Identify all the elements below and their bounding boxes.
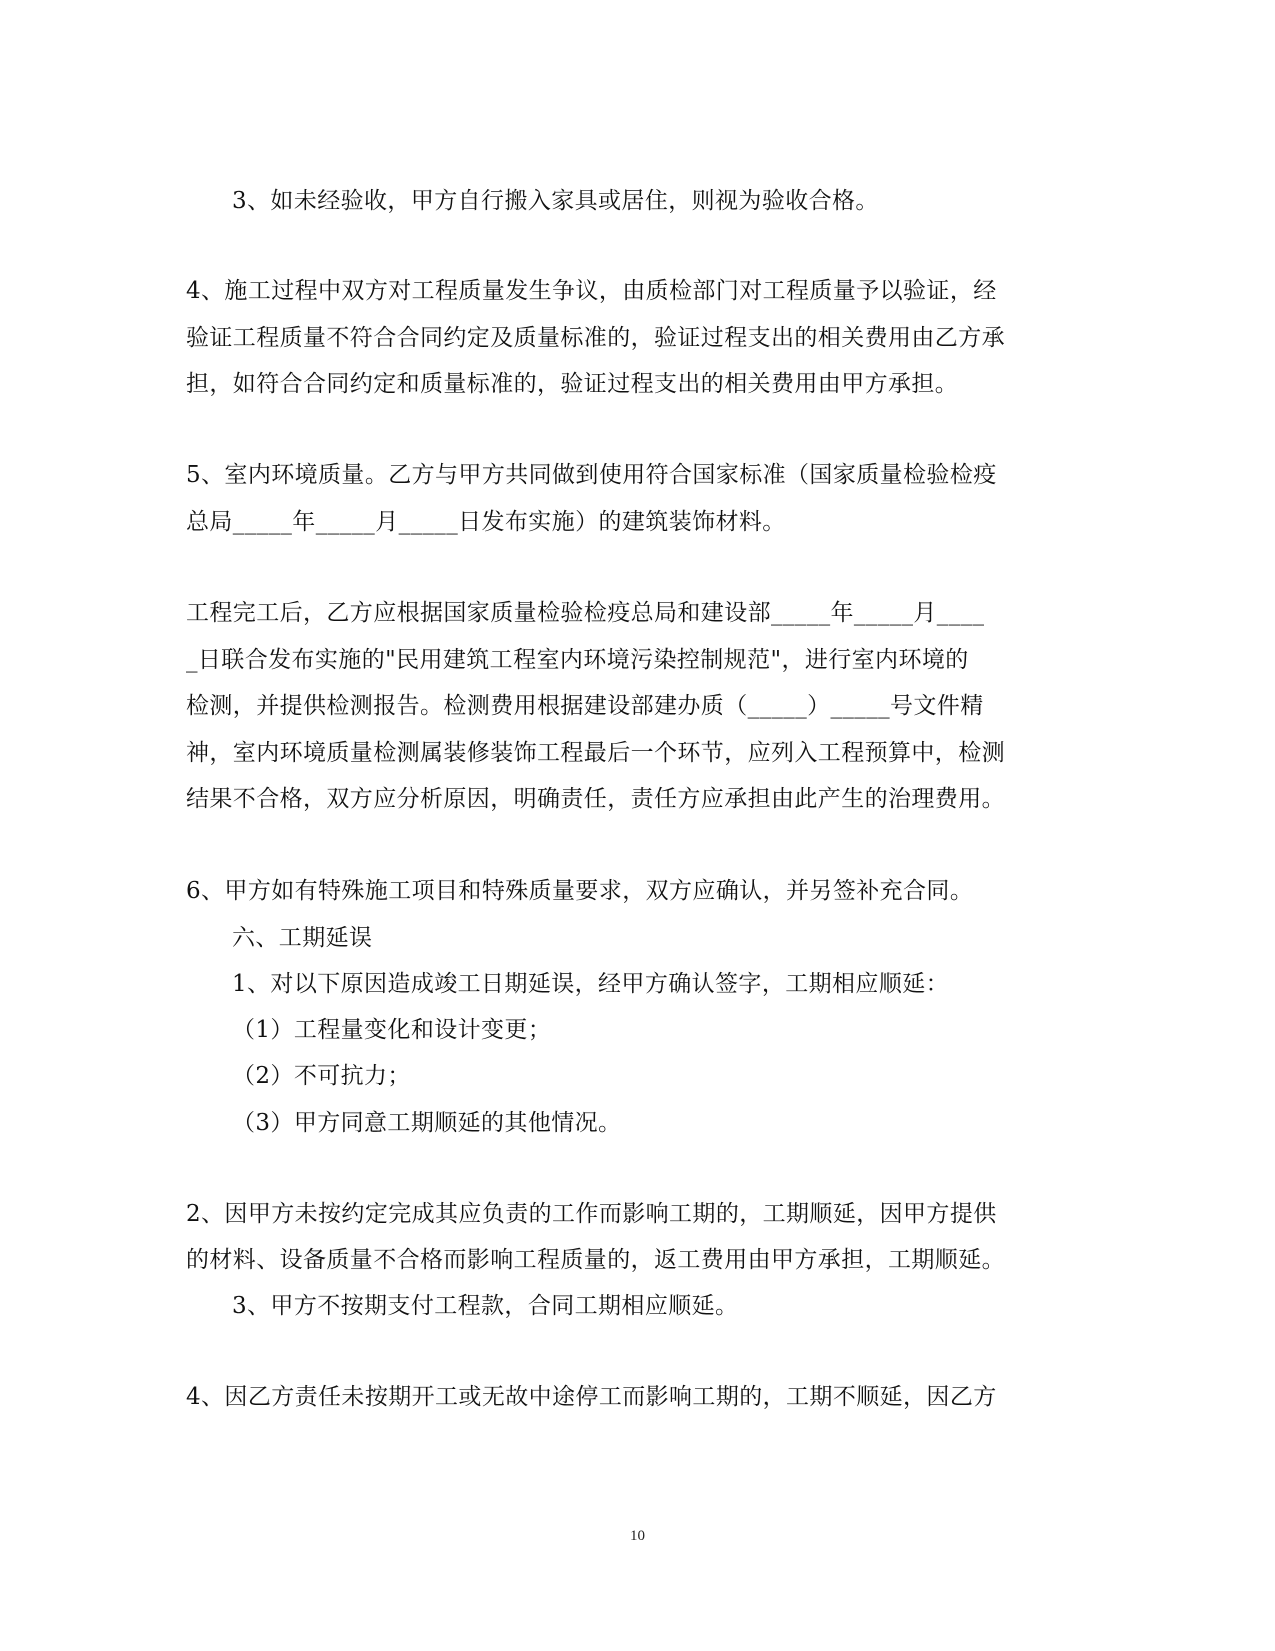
completion-paragraph-line-2: _日联合发布实施的"民用建筑工程室内环境污染控制规范"，进行室内环境的 xyxy=(186,647,969,673)
completion-paragraph-line-1: 工程完工后，乙方应根据国家质量检验检疫总局和建设部_____年_____月____ xyxy=(186,600,985,626)
clause-5-line-2: 总局_____年_____月_____日发布实施）的建筑装饰材料。 xyxy=(186,509,786,535)
completion-paragraph-line-5: 结果不合格，双方应分析原因，明确责任，责任方应承担由此产生的治理费用。 xyxy=(186,786,1005,812)
delay-clause-4-line-1: 4、因乙方责任未按期开工或无故中途停工而影响工期的，工期不顺延，因乙方 xyxy=(186,1384,997,1410)
page-number: 10 xyxy=(630,1528,645,1544)
section-6-heading: 六、工期延误 xyxy=(232,925,373,951)
delay-clause-2-line-2: 的材料、设备质量不合格而影响工程质量的，返工费用由甲方承担，工期顺延。 xyxy=(186,1247,1005,1273)
clause-4-line-1: 4、施工过程中双方对工程质量发生争议，由质检部门对工程质量予以验证，经 xyxy=(186,278,997,304)
delay-clause-3: 3、甲方不按期支付工程款，合同工期相应顺延。 xyxy=(232,1293,739,1319)
clause-5-line-1: 5、室内环境质量。乙方与甲方共同做到使用符合国家标准（国家质量检验检疫 xyxy=(186,462,997,488)
clause-4-line-3: 担，如符合合同约定和质量标准的，验证过程支出的相关费用由甲方承担。 xyxy=(186,371,959,397)
clause-4-line-2: 验证工程质量不符合合同约定及质量标准的，验证过程支出的相关费用由乙方承 xyxy=(186,325,1005,351)
delay-item-2: （2）不可抗力； xyxy=(232,1063,411,1089)
completion-paragraph-line-3: 检测，并提供检测报告。检测费用根据建设部建办质（_____）_____号文件精 xyxy=(186,693,984,719)
clause-3-line-1: 3、如未经验收，甲方自行搬入家具或居住，则视为验收合格。 xyxy=(232,188,879,214)
completion-paragraph-line-4: 神，室内环境质量检测属装修装饰工程最后一个环节，应列入工程预算中，检测 xyxy=(186,740,1005,766)
clause-6-line-1: 6、甲方如有特殊施工项目和特殊质量要求，双方应确认，并另签补充合同。 xyxy=(186,878,974,904)
delay-clause-1: 1、对以下原因造成竣工日期延误，经甲方确认签字，工期相应顺延： xyxy=(232,971,950,997)
delay-item-1: （1）工程量变化和设计变更； xyxy=(232,1017,552,1043)
delay-item-3: （3）甲方同意工期顺延的其他情况。 xyxy=(232,1110,622,1136)
delay-clause-2-line-1: 2、因甲方未按约定完成其应负责的工作而影响工期的，工期顺延，因甲方提供 xyxy=(186,1201,997,1227)
